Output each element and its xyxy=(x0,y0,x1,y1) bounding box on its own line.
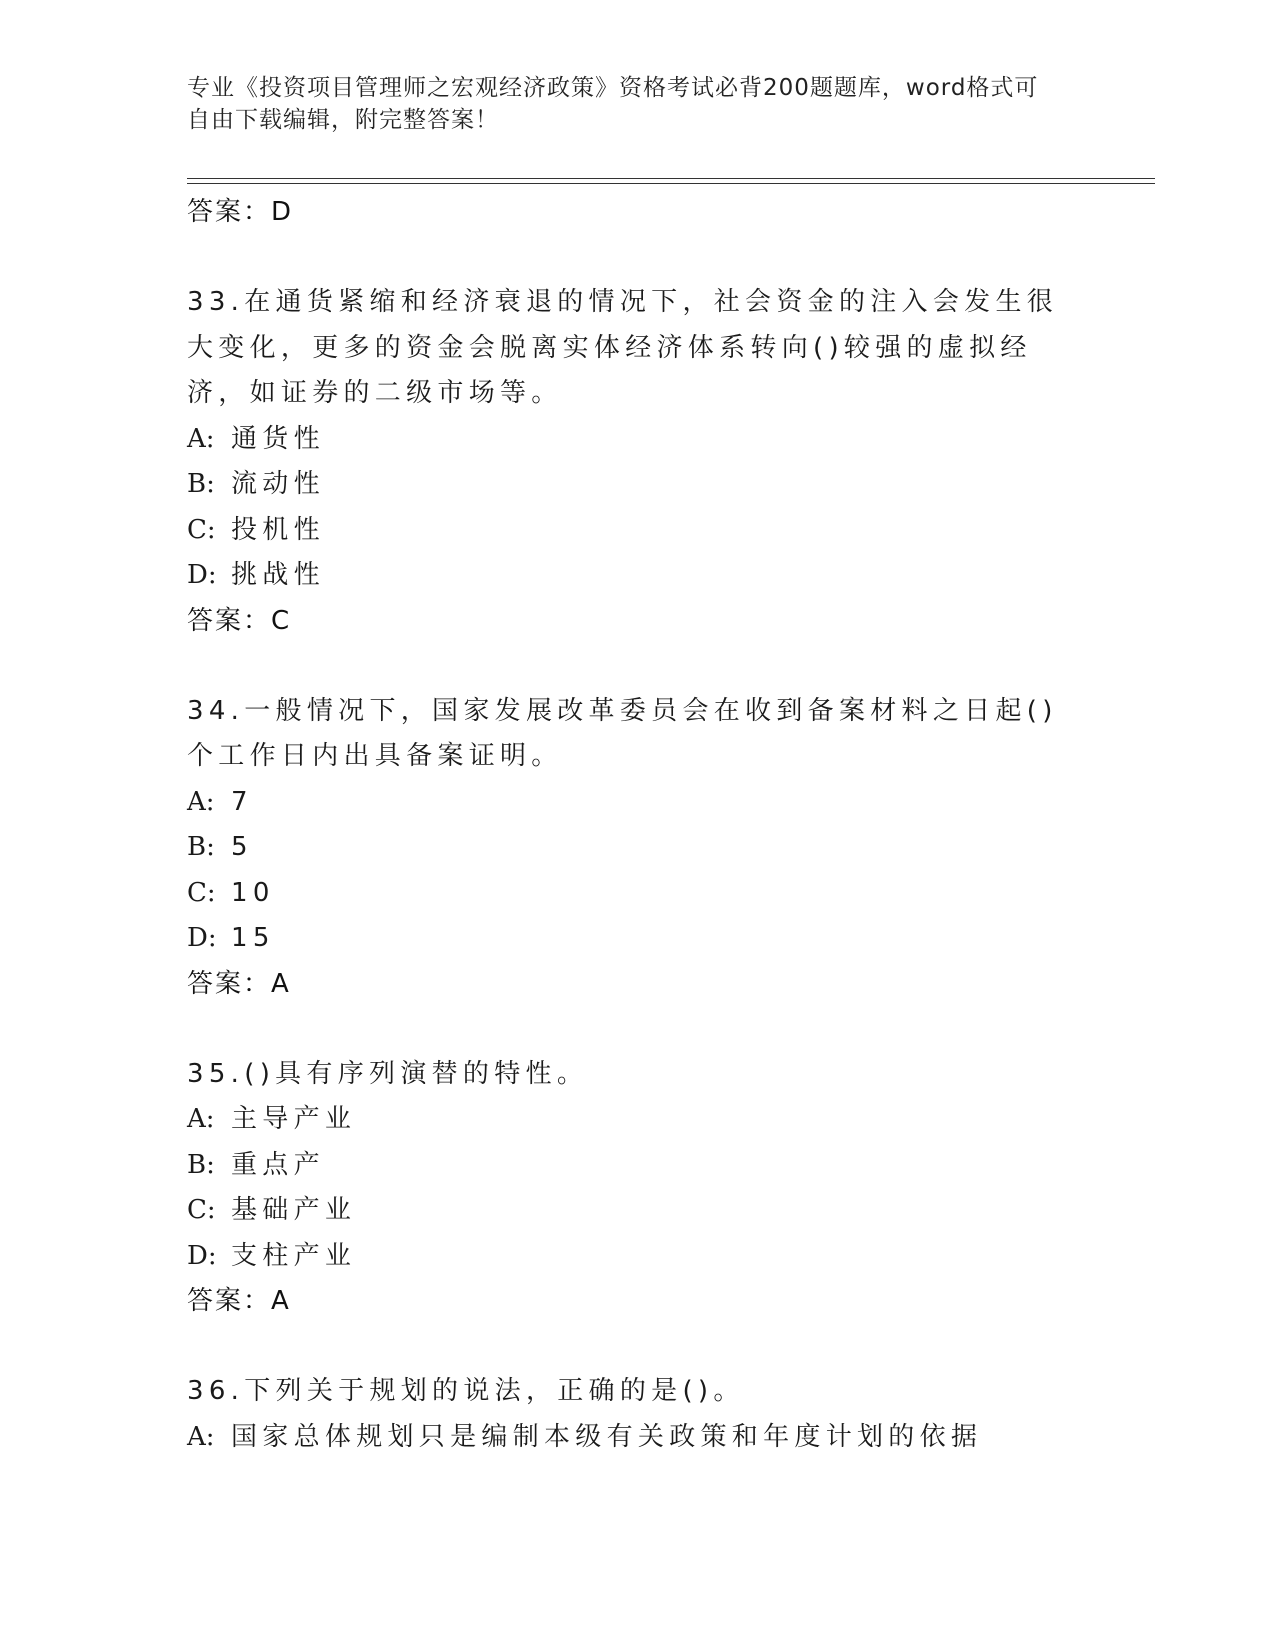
question-text: 33.在通货紧缩和经济衰退的情况下，社会资金的注入会发生很大变化，更多的资金会脱离实体经济体系转向()较强的虚拟经济，如证券的二级市场等。 xyxy=(187,287,1059,408)
option-key: C: xyxy=(187,877,216,908)
option-text: 投机性 xyxy=(231,514,325,545)
option-key: B: xyxy=(187,469,215,499)
option-key: D: xyxy=(187,560,217,590)
option-text: 主导产业 xyxy=(231,1104,357,1134)
option-d xyxy=(187,1234,1087,1280)
option-key: C: xyxy=(187,514,216,545)
option-key: B: xyxy=(187,1149,215,1180)
question-text: 35.()具有序列演替的特性。 xyxy=(187,1058,589,1089)
option-b xyxy=(187,825,1087,871)
question-36 xyxy=(187,1369,1087,1460)
option-key: A: xyxy=(187,1104,215,1134)
option-text: 流动性 xyxy=(231,469,325,499)
question-34 xyxy=(187,689,1087,1007)
option-c xyxy=(187,871,1087,917)
option-text: 7 xyxy=(231,786,253,817)
header-title-line-2: 自由下载编辑，附完整答案！ xyxy=(187,107,499,133)
option-key: C: xyxy=(187,1195,216,1225)
question-text: 34.一般情况下，国家发展改革委员会在收到备案材料之日起()个工作日内出具备案证明。 xyxy=(187,695,1058,771)
option-a xyxy=(187,1415,1087,1461)
option-key: D: xyxy=(187,1240,217,1271)
option-text: 基础产业 xyxy=(231,1195,357,1225)
option-a xyxy=(187,780,1087,826)
option-text: 5 xyxy=(231,832,253,862)
option-d xyxy=(187,553,1087,599)
option-key: A: xyxy=(187,786,215,817)
option-c xyxy=(187,508,1087,554)
option-key: D: xyxy=(187,923,217,953)
option-key: A: xyxy=(187,1421,215,1452)
option-text: 10 xyxy=(231,877,275,908)
answer: 答案：A xyxy=(187,968,291,999)
option-text: 15 xyxy=(231,923,275,953)
option-d xyxy=(187,916,1087,962)
header-title-line-1: 专业《投资项目管理师之宏观经济政策》资格考试必背200题题库，word格式可 xyxy=(187,75,1039,101)
question-35 xyxy=(187,1052,1087,1325)
option-a xyxy=(187,1097,1087,1143)
question-33 xyxy=(187,280,1087,644)
question-list xyxy=(187,190,1087,1460)
header-divider-bottom xyxy=(187,183,1155,184)
option-text: 通货性 xyxy=(231,423,325,454)
option-key: A: xyxy=(187,423,215,454)
question-text: 36.下列关于规划的说法，正确的是()。 xyxy=(187,1376,745,1406)
answer: 答案：C xyxy=(187,605,292,636)
option-b xyxy=(187,1143,1087,1189)
option-c xyxy=(187,1188,1087,1234)
previous-answer: 答案：D xyxy=(187,197,294,227)
option-text: 挑战性 xyxy=(231,560,325,590)
option-a xyxy=(187,417,1087,463)
option-key: B: xyxy=(187,832,215,862)
document-header xyxy=(187,72,1067,136)
option-text: 支柱产业 xyxy=(231,1240,357,1271)
option-b xyxy=(187,462,1087,508)
answer: 答案：A xyxy=(187,1286,291,1316)
header-divider-top xyxy=(187,178,1155,179)
option-text: 国家总体规划只是编制本级有关政策和年度计划的依据 xyxy=(231,1421,983,1452)
option-text: 重点产 xyxy=(231,1149,325,1180)
